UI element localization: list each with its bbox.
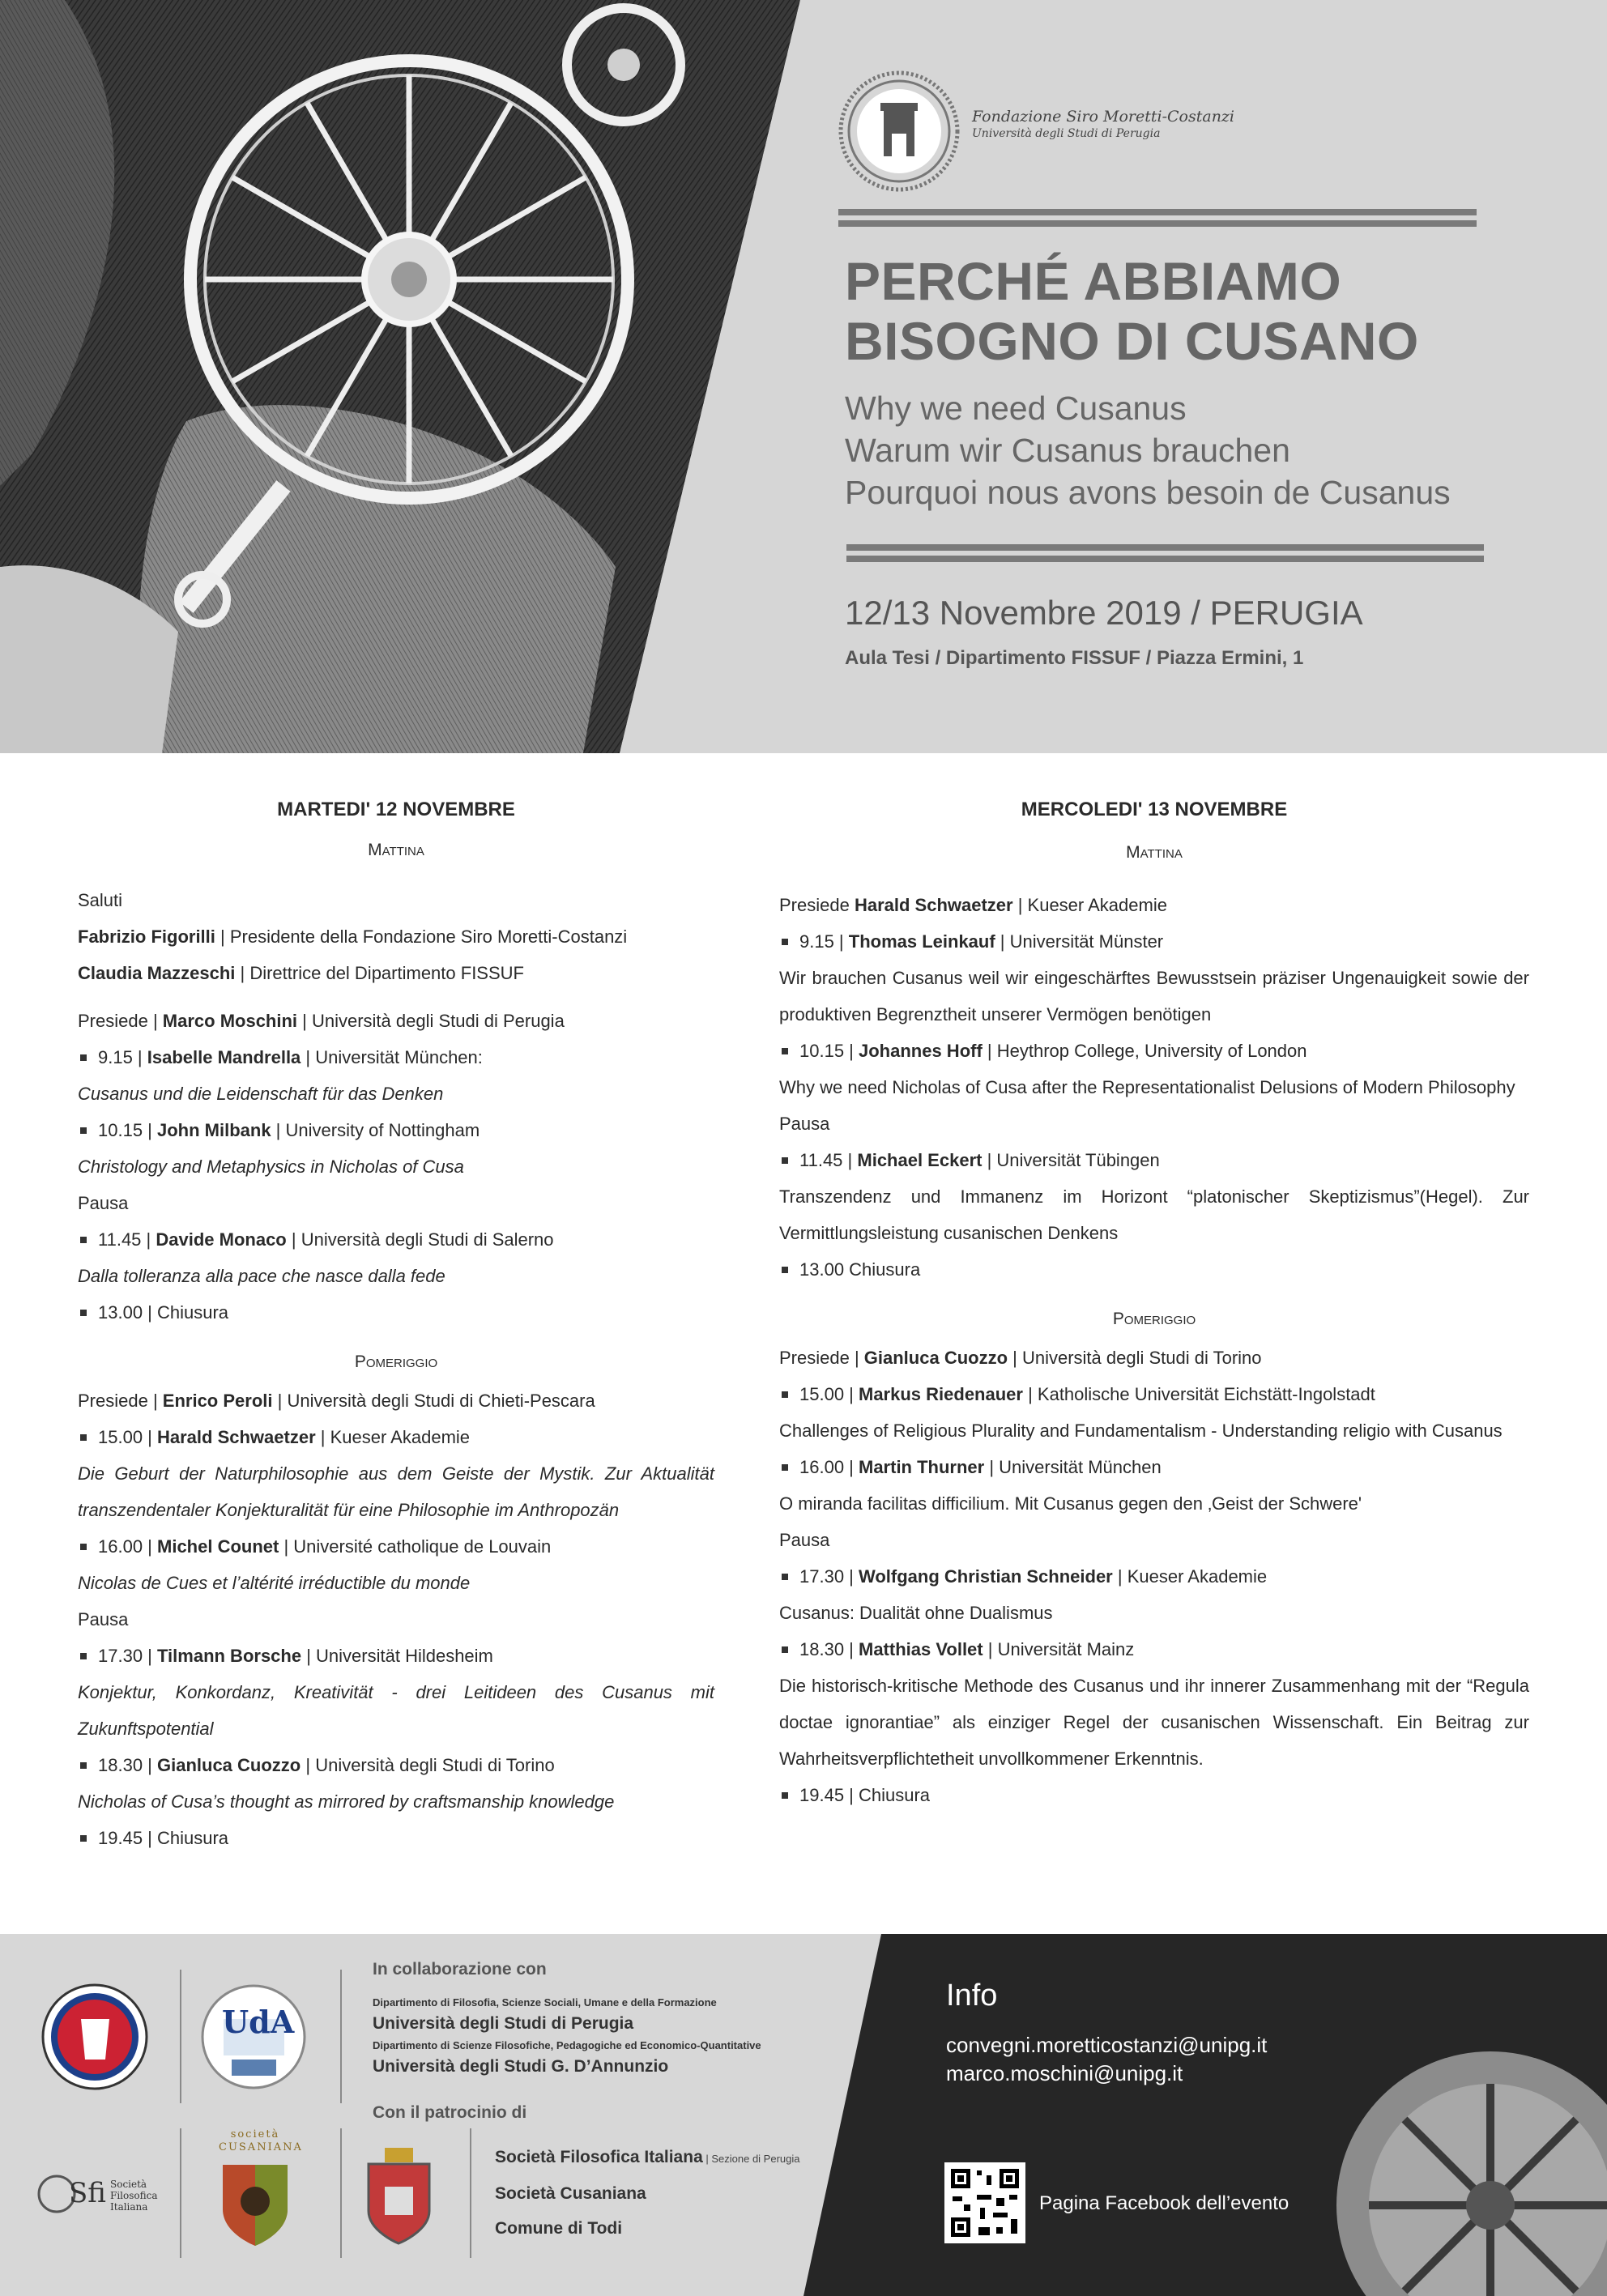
patron-sfi: Società Filosofica Italiana | Sezione di Perugia (495, 2148, 800, 2166)
talk-title: Die historisch-kritische Methode des Cusanus und ihr innerer Zusammenhang mit der “Regula doctae ignorantiae” als einziger Regel der cusanischen Wissenschaft. Ein Beitrag zur Wahrheitsverpflichtetheit unvollkommener Erkenntnis. (779, 1676, 1529, 1769)
email-link[interactable]: convegni.moretticostanzi@unipg.it (946, 2033, 1268, 2057)
chair-line: Presiede | Enrico Peroli | Università degli Studi di Chieti-Pescara (78, 1391, 595, 1411)
todi-crest (360, 2146, 437, 2247)
dept-chieti: Dipartimento di Scienze Filosofiche, Pedagogiche ed Economico-Quantitative (373, 2039, 761, 2051)
talk-title: Why we need Nicholas of Cusa after the Representationalist Delusions of Modern Philosophy (779, 1077, 1515, 1097)
talk-title: O miranda facilitas difficilium. Mit Cusanus gegen den ‚Geist der Schwere' (779, 1493, 1362, 1514)
uni-perugia: Università degli Studi di Perugia (373, 2014, 634, 2033)
collaboration-heading: In collaborazione con (373, 1960, 547, 1979)
qr-code[interactable] (944, 2162, 1025, 2243)
closing-line: 13.00 Chiusura (779, 1251, 1529, 1288)
foundation-name: Fondazione Siro Moretti-Costanzi (972, 108, 1235, 126)
day-title: MARTEDI' 12 NOVEMBRE (277, 799, 515, 820)
separator (180, 1970, 181, 2103)
uni-chieti: Università degli Studi G. D’Annunzio (373, 2057, 669, 2076)
sfi-logo-mark: Sfi (69, 2177, 106, 2209)
pause-label: Pausa (779, 1530, 830, 1550)
divider (838, 209, 1477, 215)
foundation-subtitle: Università degli Studi di Perugia (972, 127, 1161, 140)
separator (340, 1970, 342, 2103)
page-subtitle: Why we need Cusanus Warum wir Cusanus brauchen Pourquoi nous avons besoin de Cusanus (845, 390, 1451, 511)
speaker-line: Claudia Mazzeschi | Direttrice del Dipartimento FISSUF (78, 963, 524, 983)
uda-logo-text: UdA (222, 2004, 295, 2040)
talk-title: Nicholas of Cusa’s thought as mirrored by craftsmanship knowledge (78, 1791, 615, 1812)
talk-title: Wir brauchen Cusanus weil wir eingeschärftes Bewusstsein präziser Ungenauigkeit sowie der produktiven Begrenztheit unserer Vermögen benötigen (779, 968, 1529, 1024)
talk-line: 11.45 | Davide Monaco | Università degli Studi di Salerno (78, 1221, 714, 1258)
cusaniana-crest (219, 2161, 292, 2250)
talk-line: 16.00 | Martin Thurner | Universität München (779, 1449, 1529, 1485)
talk-line: 9.15 | Thomas Leinkauf | Universität Münster (779, 923, 1529, 960)
talk-line: 17.30 | Wolfgang Christian Schneider | Kueser Akademie (779, 1558, 1529, 1595)
info-heading: Info (946, 1979, 998, 2013)
session-title: Mattina (368, 841, 424, 859)
talk-line: 9.15 | Isabelle Mandrella | Universität München: (78, 1039, 714, 1076)
patron-todi: Comune di Todi (495, 2219, 623, 2238)
separator (180, 2128, 181, 2258)
talk-line: 16.00 | Michel Counet | Université catholique de Louvain (78, 1528, 714, 1565)
patronage-heading: Con il patrocinio di (373, 2103, 527, 2122)
session-title: Pomeriggio (1112, 1310, 1196, 1328)
talk-line: 10.15 | Johannes Hoff | Heythrop College, University of London (779, 1033, 1529, 1069)
talk-line: 18.30 | Matthias Vollet | Universität Mainz (779, 1631, 1529, 1668)
closing-line: 19.45 | Chiusura (779, 1777, 1529, 1813)
chair-line: Presiede Harald Schwaetzer | Kueser Akademie (779, 895, 1167, 915)
event-date: 12/13 Novembre 2019 / PERUGIA (845, 594, 1363, 632)
closing-line: 19.45 | Chiusura (78, 1820, 714, 1856)
talk-title: Dalla tolleranza alla pace che nasce dalla fede (78, 1266, 445, 1286)
session-title: Pomeriggio (354, 1352, 438, 1371)
engraving-illustration (0, 0, 810, 753)
cusaniana-logo-text: società CUSANIANA (219, 2128, 303, 2153)
divider (846, 544, 1484, 551)
day-title: MERCOLEDI' 13 NOVEMBRE (1021, 799, 1288, 820)
pause-label: Pausa (779, 1114, 830, 1134)
pause-label: Pausa (78, 1609, 129, 1629)
perugia-university-seal (40, 1983, 150, 2092)
talk-title: Challenges of Religious Plurality and Fundamentalism - Understanding religio with Cusanus (779, 1421, 1503, 1441)
day1-program (78, 790, 714, 1856)
talk-line: 15.00 | Markus Riedenauer | Katholische Universität Eichstätt-Ingolstadt (779, 1376, 1529, 1412)
hero-section (0, 0, 1607, 753)
day2-program (779, 790, 1529, 1813)
divider (846, 556, 1484, 562)
closing-line: 13.00 | Chiusura (78, 1294, 714, 1331)
talk-line: 15.00 | Harald Schwaetzer | Kueser Akademie (78, 1419, 714, 1455)
page-title: PERCHÉ ABBIAMO BISOGNO DI CUSANO (845, 251, 1419, 371)
speaker-line: Fabrizio Figorilli | Presidente della Fondazione Siro Moretti-Costanzi (78, 926, 628, 947)
separator (470, 2128, 471, 2258)
talk-line: 10.15 | John Milbank | University of Nottingham (78, 1112, 714, 1148)
talk-title: Cusanus: Dualität ohne Dualismus (779, 1603, 1053, 1623)
talk-line: 11.45 | Michael Eckert | Universität Tübingen (779, 1142, 1529, 1178)
facebook-link[interactable]: Pagina Facebook dell’evento (1039, 2192, 1289, 2214)
talk-line: 17.30 | Tilmann Borsche | Universität Hildesheim (78, 1638, 714, 1674)
pause-label: Pausa (78, 1193, 129, 1213)
talk-title: Konjektur, Konkordanz, Kreativität - drei Leitideen des Cusanus mit Zukunftspotential (78, 1682, 714, 1739)
talk-title: Christology and Metaphysics in Nicholas of Cusa (78, 1157, 464, 1177)
event-location: Aula Tesi / Dipartimento FISSUF / Piazza Ermini, 1 (845, 647, 1304, 669)
talk-title: Die Geburt der Naturphilosophie aus dem Geiste der Mystik. Zur Aktualität transzendentaler Konjekturalität für eine Philosophie im Anthropozän (78, 1463, 714, 1520)
foundation-logo (838, 70, 960, 192)
dept-perugia: Dipartimento di Filosofia, Scienze Sociali, Umane e della Formazione (373, 1996, 717, 2008)
divider (838, 220, 1477, 227)
chair-line: Presiede | Marco Moschini | Università degli Studi di Perugia (78, 1011, 565, 1031)
email-link[interactable]: marco.moschini@unipg.it (946, 2061, 1183, 2085)
talk-title: Cusanus und die Leidenschaft für das Denken (78, 1084, 444, 1104)
sfi-logo-text: Società Filosofica Italiana (110, 2179, 158, 2213)
chair-line: Presiede | Gianluca Cuozzo | Università degli Studi di Torino (779, 1348, 1262, 1368)
separator (340, 2128, 342, 2258)
talk-title: Nicolas de Cues et l’altérité irréductible du monde (78, 1573, 471, 1593)
patron-cusaniana: Società Cusaniana (495, 2184, 646, 2203)
talk-line: 18.30 | Gianluca Cuozzo | Università degli Studi di Torino (78, 1747, 714, 1783)
talk-title: Transzendenz und Immanenz im Horizont “platonischer Skeptizismus”(Hegel). Zur Vermittlungsleistung cusanischen Denkens (779, 1186, 1529, 1243)
greeting-label: Saluti (78, 890, 123, 910)
session-title: Mattina (1126, 843, 1183, 862)
